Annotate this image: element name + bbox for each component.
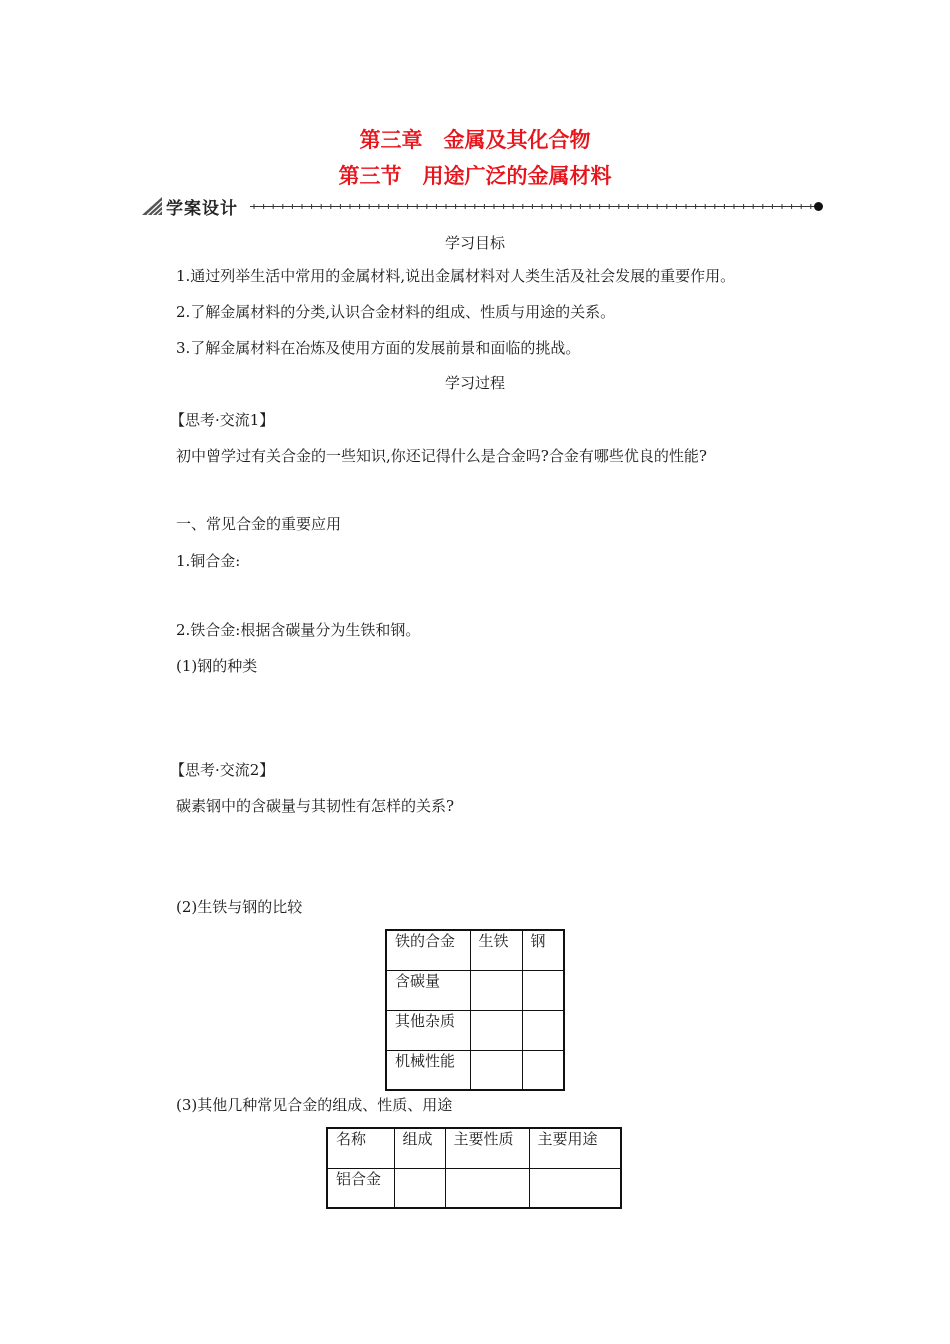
- table-row-label: 机械性能: [386, 1050, 470, 1090]
- table-cell[interactable]: [522, 1010, 564, 1050]
- think1-label: 【思考·交流1】: [170, 411, 275, 429]
- table-header-row: [386, 930, 564, 970]
- table-header-cell: 铁的合金: [386, 930, 470, 970]
- table-row-label: 铝合金: [327, 1168, 394, 1208]
- iron-alloy-table: [385, 929, 565, 1091]
- table-cell[interactable]: [470, 970, 522, 1010]
- table-header-cell: 生铁: [470, 930, 522, 970]
- objective-2: 2.了解金属材料的分类,认识合金材料的组成、性质与用途的关系。: [176, 303, 616, 321]
- other-alloys-table: [326, 1127, 622, 1209]
- table-row: [386, 1010, 564, 1050]
- think1-question: 初中曾学过有关合金的一些知识,你还记得什么是合金吗?合金有哪些优良的性能?: [176, 447, 707, 465]
- table-header-cell: 组成: [394, 1128, 445, 1168]
- table-cell[interactable]: [445, 1168, 529, 1208]
- table-cell[interactable]: [522, 1050, 564, 1090]
- table-row: [327, 1168, 621, 1208]
- table-row: [386, 970, 564, 1010]
- table-header-cell: 钢: [522, 930, 564, 970]
- section-banner: [142, 195, 822, 219]
- table-cell[interactable]: [394, 1168, 445, 1208]
- table-row: [386, 1050, 564, 1090]
- table-cell[interactable]: [470, 1010, 522, 1050]
- objective-1: 1.通过列举生活中常用的金属材料,说出金属材料对人类生活及社会发展的重要作用。: [176, 267, 736, 285]
- iron-alloy: 2.铁合金:根据含碳量分为生铁和钢。: [176, 621, 421, 639]
- process-heading: 学习过程: [444, 374, 505, 392]
- table-header-cell: 名称: [327, 1128, 394, 1168]
- think2-question: 碳素钢中的含碳量与其韧性有怎样的关系?: [176, 797, 455, 815]
- banner-label: 学案设计: [166, 199, 238, 219]
- chapter-title: 第三章 金属及其化合物: [359, 128, 591, 152]
- table-row-label: 含碳量: [386, 970, 470, 1010]
- table-cell[interactable]: [522, 970, 564, 1010]
- banner-ticks: [250, 202, 818, 211]
- objectives-heading: 学习目标: [444, 234, 505, 252]
- table-cell[interactable]: [529, 1168, 621, 1208]
- steel-types: (1)钢的种类: [176, 657, 258, 675]
- copper-alloy: 1.铜合金:: [176, 552, 241, 570]
- objective-3: 3.了解金属材料在冶炼及使用方面的发展前景和面临的挑战。: [176, 339, 581, 357]
- part1-heading: 一、常见合金的重要应用: [176, 515, 342, 533]
- table-header-cell: 主要性质: [445, 1128, 529, 1168]
- section-title: 第三节 用途广泛的金属材料: [338, 164, 612, 188]
- other-alloys-heading: (3)其他几种常见合金的组成、性质、用途: [176, 1096, 453, 1114]
- compare-heading: (2)生铁与钢的比较: [176, 898, 303, 916]
- table-cell[interactable]: [470, 1050, 522, 1090]
- think2-label: 【思考·交流2】: [170, 761, 275, 779]
- table-header-cell: 主要用途: [529, 1128, 621, 1168]
- table-header-row: [327, 1128, 621, 1168]
- table-row-label: 其他杂质: [386, 1010, 470, 1050]
- banner-end-dot: [814, 202, 823, 211]
- triangle-stripes-icon: [142, 197, 162, 215]
